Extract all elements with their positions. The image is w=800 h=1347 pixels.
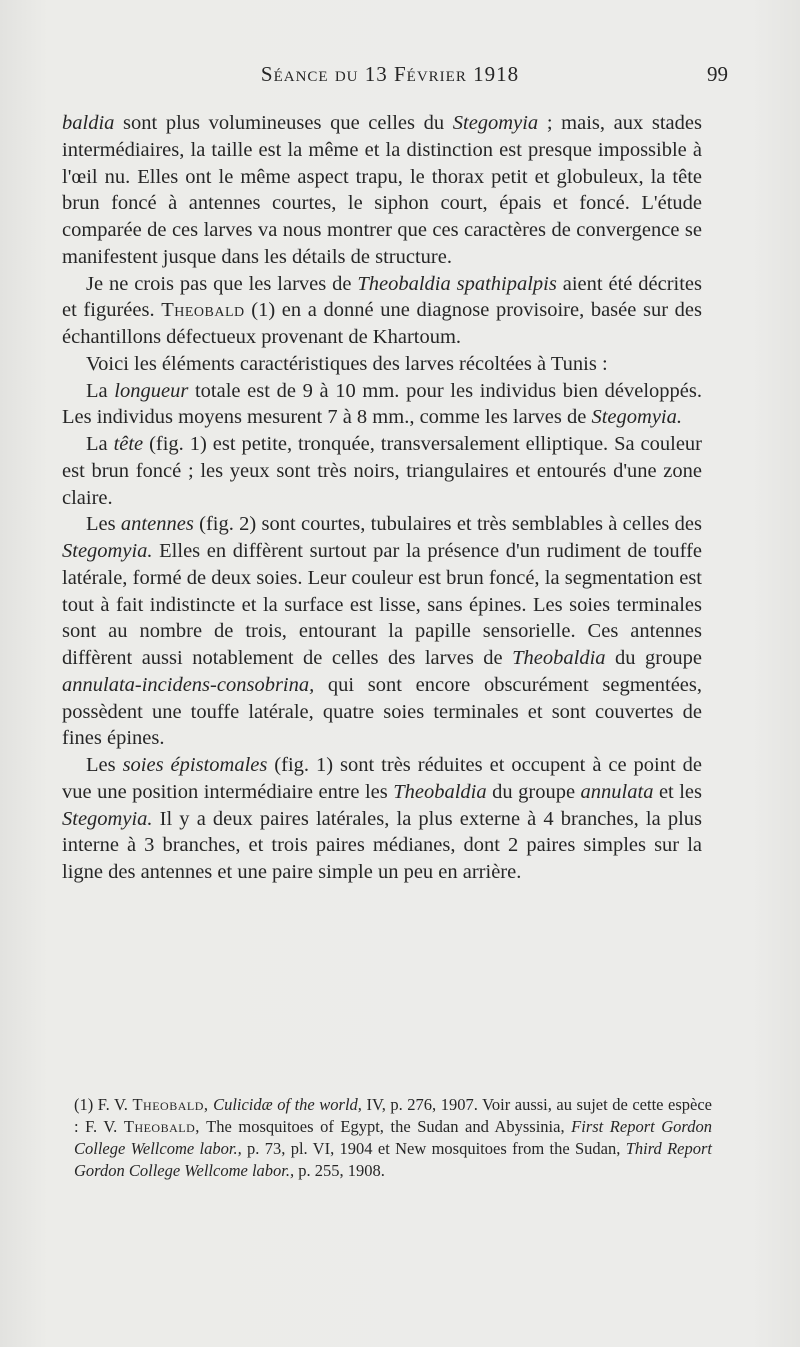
text-run: qui sont encore obscurément segmentées, possèdent une touffe latérale, quatre soies terminales et sont couvertes de fines épines. [62, 673, 702, 750]
italic-text: antennes [120, 513, 194, 536]
text-run: (1) F. V. [74, 1095, 133, 1114]
text-run: IV, p. 276, 1907. Voir aussi, au sujet de cette espèce : F. V. [74, 1095, 712, 1136]
italic-text: longueur [114, 379, 189, 402]
body-text [62, 110, 702, 886]
author-name: Theobald, [123, 1117, 200, 1136]
italic-text: Theobaldia [393, 780, 487, 803]
text-run: La [86, 433, 114, 455]
italic-text: First Report Gordon College Wellcome labor., [74, 1117, 712, 1158]
text-run: du groupe [605, 647, 702, 669]
paragraph [62, 511, 702, 752]
text-run: (fig. 1) sont très réduites et occupent à ce point de vue une position intermédiaire entre les [62, 754, 702, 803]
text-run: Voici les éléments caractéristiques des larves récoltées à Tunis : [86, 352, 608, 375]
italic-text: soies épistomales [122, 754, 268, 776]
text-run: p. 255, 1908. [294, 1161, 385, 1180]
italic-text: Stegomyia. [591, 406, 683, 429]
text-run: (fig. 2) sont courtes, tubulaires et très semblables à celles des [193, 513, 702, 536]
text-run: (1) en a donné une diagnose provisoire, basée sur des échantillons défectueux provenant de Khartoum. [62, 299, 702, 348]
text-run: Elles en diffèrent surtout par la présence d'un rudiment de touffe latérale, formé de deux soies. Leur couleur est brun foncé, la segmentation est tout à fait indistincte et la surface est lisse, sans épines. Les soies terminales sont au nombre de trois, entourant la papille sensorielle. Ces antennes diffèrent aussi notablement de celles des larves de [62, 540, 702, 669]
text-run: du groupe [486, 780, 581, 803]
italic-text: annulata-incidens-consobrina, [62, 673, 315, 696]
italic-text: Stegomyia. [62, 540, 153, 562]
text-run: La [86, 379, 115, 402]
page-number: 99 [707, 62, 728, 86]
italic-text: tête [113, 433, 144, 455]
running-title: Séance du 13 Février 1918 [260, 62, 520, 86]
italic-text: Third Report Gordon College Wellcome labor., [74, 1139, 712, 1180]
text-run: Il y a deux paires latérales, la plus externe à 4 branches, la plus interne à 3 branches, et trois paires médianes, dont 2 paires simples sur la ligne des antennes et une paire simple un peu en arrière. [62, 807, 702, 883]
italic-text: Theobaldia spathipalpis [357, 272, 557, 295]
paragraph [62, 378, 702, 432]
paragraph [62, 271, 702, 351]
italic-text: baldia [62, 112, 115, 134]
text-run: The mosquitoes of Egypt, the Sudan and Abyssinia, [199, 1117, 572, 1136]
italic-text: Culicidæ of the world, [213, 1095, 362, 1114]
text-run: Je ne crois pas que les larves de [86, 272, 358, 295]
italic-text: annulata [580, 780, 654, 803]
footnotes [74, 1094, 712, 1182]
footnote [74, 1094, 712, 1182]
author-name: Theobald, [132, 1095, 209, 1114]
text-run: aient été décrites et figurées. [62, 272, 702, 322]
italic-text: Theobaldia [512, 647, 606, 669]
text-run: totale est de 9 à 10 mm. pour les individus bien développés. Les individus moyens mesurent 7 à 8 mm., comme les larves de [62, 379, 702, 429]
paragraph [62, 752, 702, 886]
text-run: ; mais, aux stades intermédiaires, la taille est la même et la distinction est presque impossible à l'œil nu. Elles ont le même aspect trapu, le thorax petit et globuleux, la tête brun foncé à antennes courtes, le siphon court, épais et foncé. L'étude comparée de ces larves va nous montrer que ces caractères de convergence se manifestent jusque dans les détails de structure. [62, 112, 702, 268]
text-run: Les [86, 754, 123, 776]
text-run: sont plus volumineuses que celles du [114, 112, 453, 134]
text-run: p. 73, pl. VI, 1904 et New mosquitoes from the Sudan, [241, 1139, 626, 1158]
paragraph [62, 351, 702, 378]
author-name: Theobald [161, 299, 245, 322]
text-run: (fig. 1) est petite, tronquée, transversalement elliptique. Sa couleur est brun foncé ; les yeux sont très noirs, triangulaires et entourés d'une zone claire. [62, 433, 703, 509]
text-run: et les [653, 780, 702, 803]
paragraph [62, 110, 702, 271]
italic-text: Stegomyia. [62, 807, 153, 830]
italic-text: Stegomyia [452, 112, 539, 134]
paragraph [62, 431, 702, 511]
running-head [60, 62, 728, 96]
text-run: Les [86, 513, 121, 536]
